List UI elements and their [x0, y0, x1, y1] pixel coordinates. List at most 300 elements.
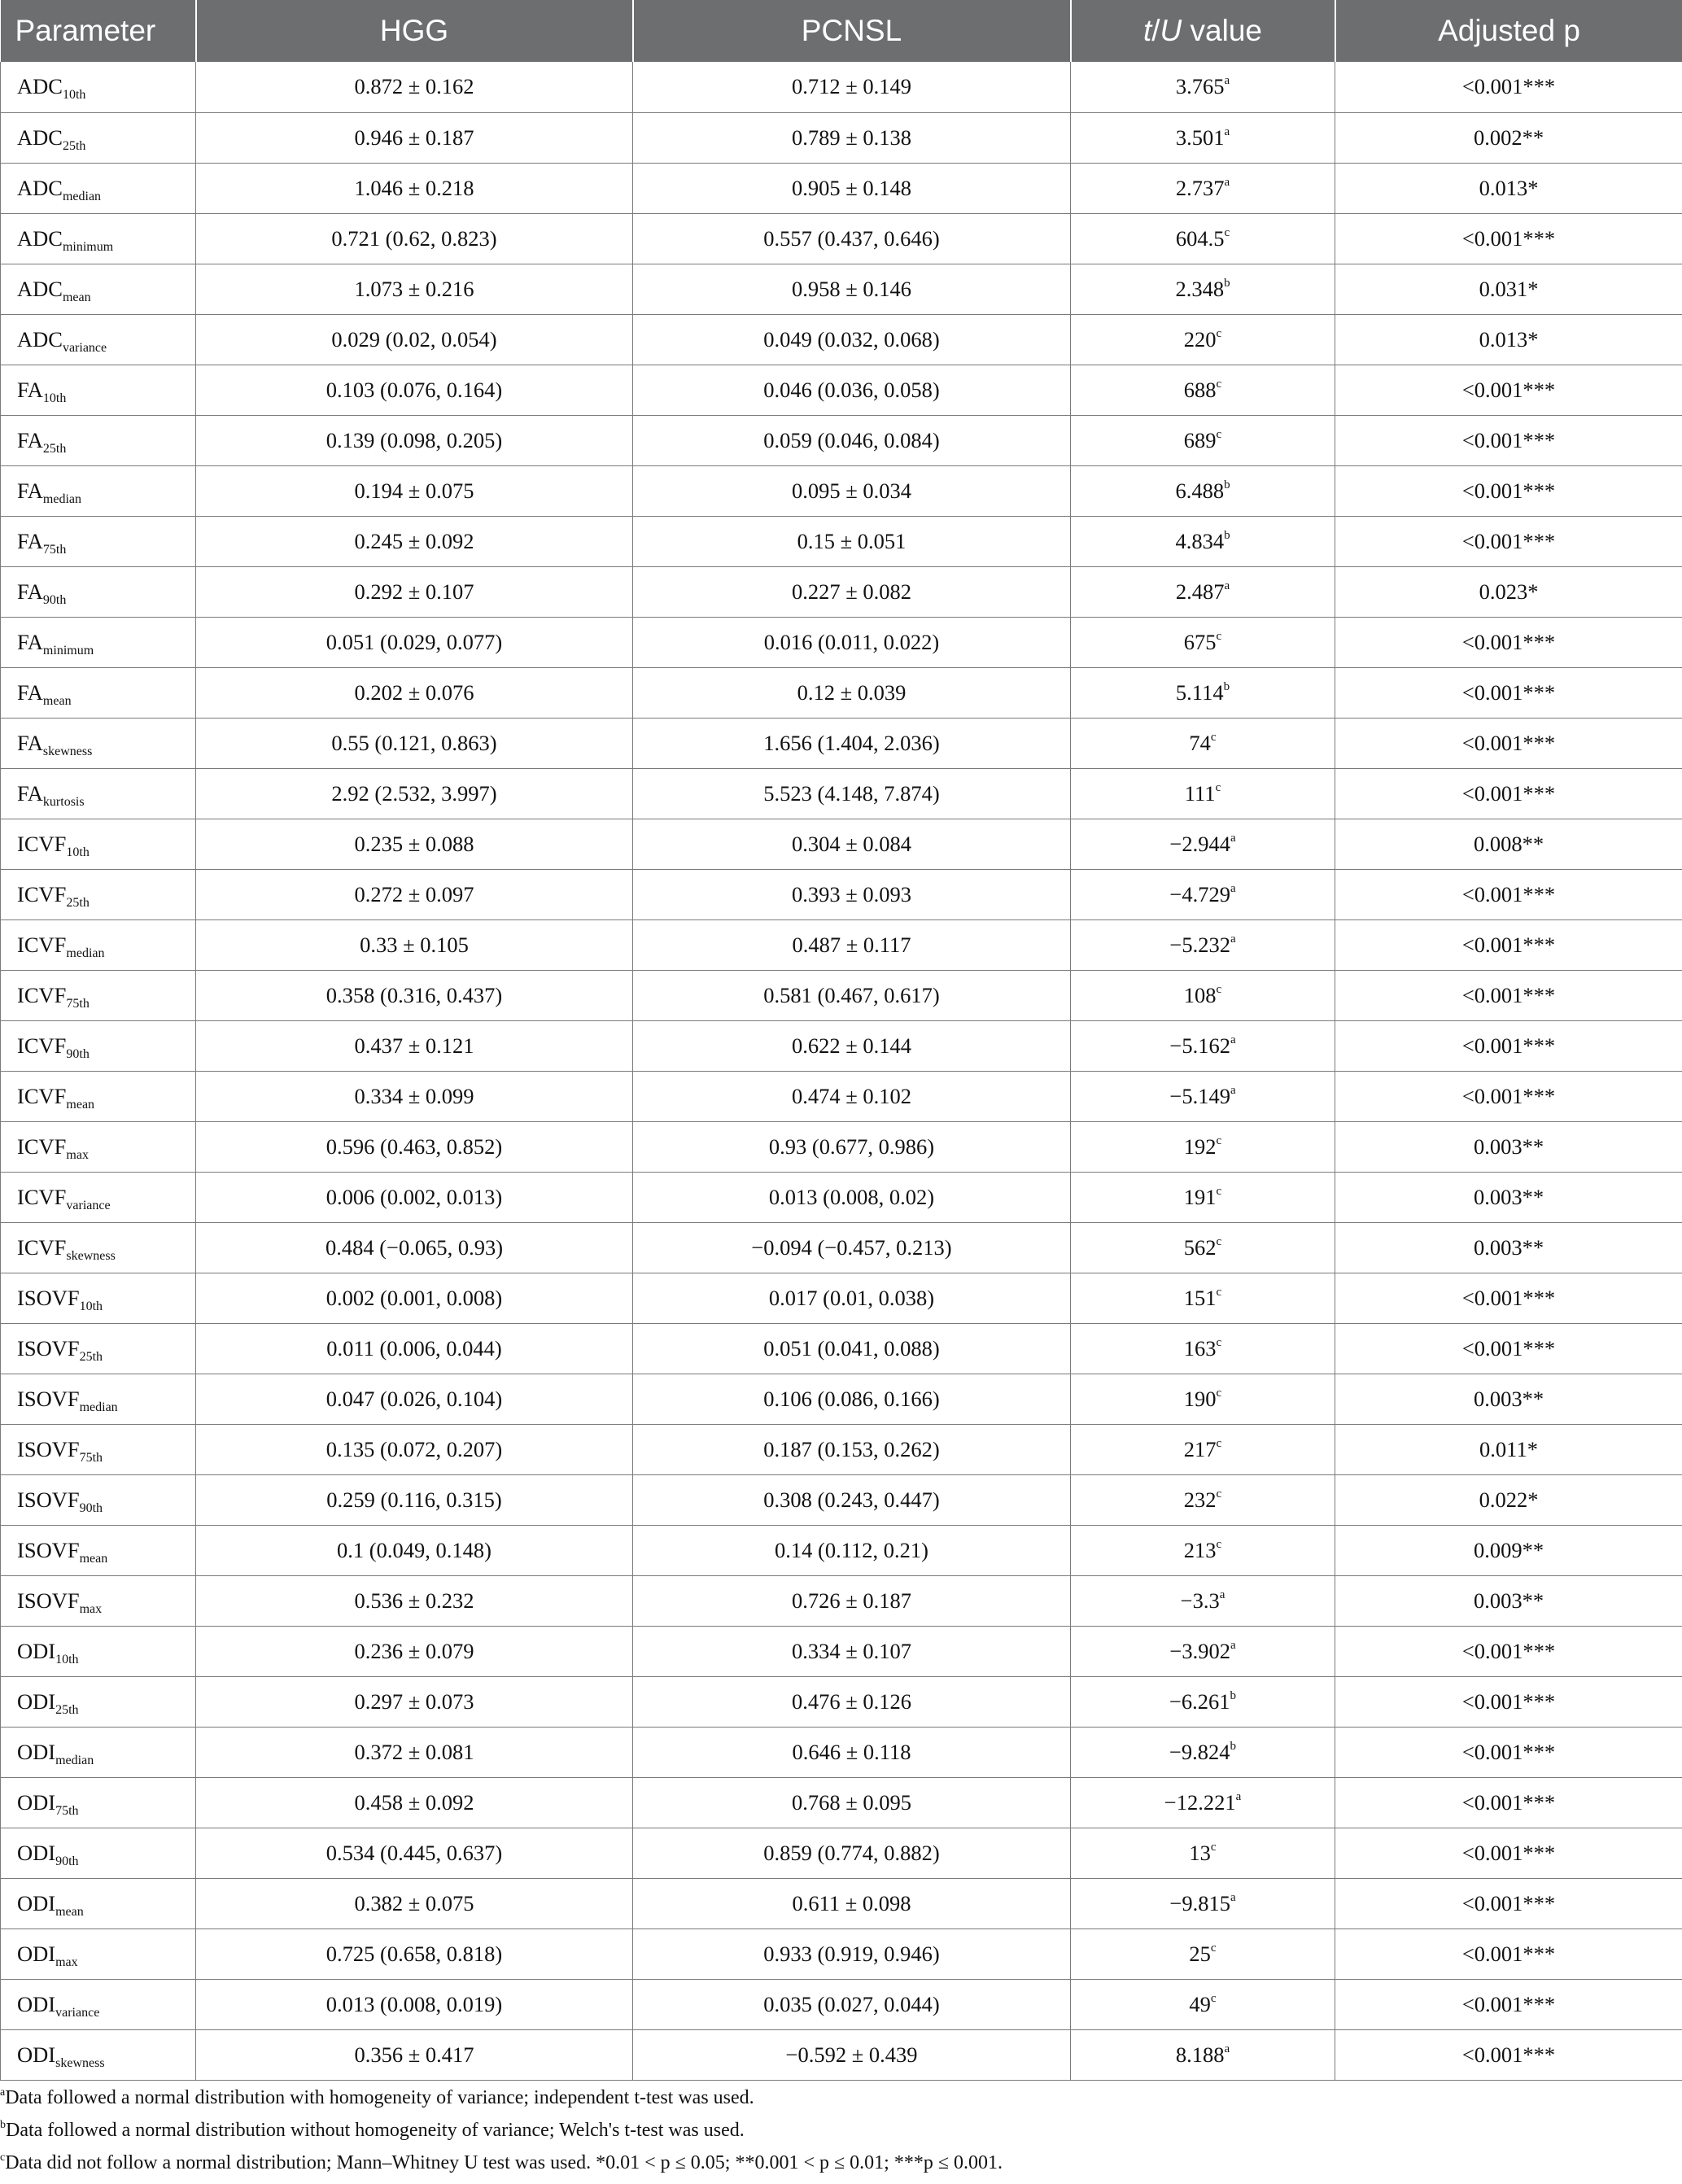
parameter-name: ODI: [17, 1739, 56, 1764]
pcnsl-cell: 0.789 ± 0.138: [633, 112, 1071, 163]
parameter-cell: [1, 1928, 196, 1979]
parameter-subscript: 25th: [55, 1702, 79, 1717]
tu-footnote-mark: c: [1216, 1133, 1222, 1147]
parameter-cell: [1, 415, 196, 465]
adjusted-p-cell: <0.001***: [1335, 62, 1682, 112]
adjusted-p-cell: <0.001***: [1335, 667, 1682, 718]
adjusted-p-cell: 0.003**: [1335, 1374, 1682, 1424]
parameter-cell: [1, 516, 196, 566]
table-row: [1, 1828, 1682, 1878]
hgg-cell: 0.011 (0.006, 0.044): [196, 1323, 633, 1374]
parameter-cell: [1, 1020, 196, 1071]
hgg-cell: 0.382 ± 0.075: [196, 1878, 633, 1928]
parameter-subscript: 75th: [42, 542, 67, 557]
pcnsl-cell: 0.227 ± 0.082: [633, 566, 1071, 617]
parameter-cell: [1, 1828, 196, 1878]
tu-value: 163: [1183, 1335, 1217, 1361]
tu-footnote-mark: a: [1230, 1083, 1236, 1097]
tu-value-cell: [1071, 516, 1335, 566]
adjusted-p-cell: 0.013*: [1335, 163, 1682, 213]
parameter-cell: [1, 1878, 196, 1928]
tu-footnote-mark: c: [1216, 326, 1222, 340]
parameter-subscript: 90th: [79, 1500, 103, 1515]
hgg-cell: 0.245 ± 0.092: [196, 516, 633, 566]
adjusted-p-cell: 0.022*: [1335, 1474, 1682, 1525]
parameter-cell: [1, 970, 196, 1020]
tu-value: 220: [1183, 326, 1217, 352]
hgg-cell: 0.1 (0.049, 0.148): [196, 1525, 633, 1575]
parameter-subscript: max: [66, 1147, 89, 1162]
parameter-name: ODI: [17, 1789, 56, 1815]
pcnsl-cell: 0.016 (0.011, 0.022): [633, 617, 1071, 667]
adjusted-p-cell: <0.001***: [1335, 1828, 1682, 1878]
tu-value: 190: [1183, 1386, 1217, 1411]
parameter-cell: [1, 919, 196, 970]
tu-footnote-mark: c: [1210, 730, 1217, 744]
parameter-subscript: median: [62, 189, 102, 203]
tu-value-cell: [1071, 970, 1335, 1020]
tu-value: 675: [1183, 629, 1217, 654]
pcnsl-cell: 0.059 (0.046, 0.084): [633, 415, 1071, 465]
table-header: [1, 0, 1682, 62]
tu-footnote-mark: c: [1216, 1234, 1222, 1248]
adjusted-p-cell: 0.003**: [1335, 1575, 1682, 1626]
table-row: [1, 163, 1682, 213]
table-row: [1, 2029, 1682, 2080]
parameter-name: ICVF: [17, 1133, 67, 1159]
adjusted-p-cell: <0.001***: [1335, 1878, 1682, 1928]
table-row: [1, 768, 1682, 819]
parameter-subscript: 25th: [42, 441, 67, 456]
parameter-subscript: median: [66, 946, 105, 960]
parameter-name: ADC: [17, 225, 63, 251]
hgg-cell: 0.051 (0.029, 0.077): [196, 617, 633, 667]
tu-footnote-mark: c: [1215, 780, 1221, 794]
tu-footnote-mark: c: [1216, 1537, 1222, 1551]
pcnsl-cell: 0.334 ± 0.107: [633, 1626, 1071, 1676]
parameter-cell: [1, 62, 196, 112]
pcnsl-cell: 0.958 ± 0.146: [633, 264, 1071, 314]
tu-footnote-mark: a: [1224, 175, 1230, 189]
hgg-cell: 0.236 ± 0.079: [196, 1626, 633, 1676]
parameter-subscript: 10th: [42, 391, 67, 405]
table-row: [1, 314, 1682, 365]
adjusted-p-cell: <0.001***: [1335, 365, 1682, 415]
tu-value: −2.944: [1169, 831, 1230, 856]
tu-footnote-mark: a: [1230, 1033, 1236, 1046]
parameter-cell: [1, 667, 196, 718]
adjusted-p-cell: <0.001***: [1335, 415, 1682, 465]
hgg-cell: 0.725 (0.658, 0.818): [196, 1928, 633, 1979]
tu-footnote-mark: b: [1223, 679, 1230, 693]
pcnsl-cell: 0.93 (0.677, 0.986): [633, 1121, 1071, 1172]
table-row: [1, 869, 1682, 919]
parameter-subscript: minimum: [62, 239, 114, 254]
pcnsl-cell: 0.859 (0.774, 0.882): [633, 1828, 1071, 1878]
parameter-cell: [1, 112, 196, 163]
parameter-cell: [1, 1777, 196, 1828]
pcnsl-cell: −0.094 (−0.457, 0.213): [633, 1222, 1071, 1273]
table-row: [1, 1777, 1682, 1828]
pcnsl-cell: 0.106 (0.086, 0.166): [633, 1374, 1071, 1424]
pcnsl-cell: 0.187 (0.153, 0.262): [633, 1424, 1071, 1474]
hgg-cell: 0.33 ± 0.105: [196, 919, 633, 970]
tu-value-cell: [1071, 1878, 1335, 1928]
adjusted-p-cell: <0.001***: [1335, 919, 1682, 970]
tu-value-cell: [1071, 869, 1335, 919]
hgg-cell: 0.946 ± 0.187: [196, 112, 633, 163]
parameter-subscript: skewness: [42, 744, 93, 758]
parameter-name: ICVF: [17, 1083, 67, 1108]
table-row: [1, 1626, 1682, 1676]
tu-value-cell: [1071, 1777, 1335, 1828]
parameter-subscript: skewness: [55, 2055, 105, 2070]
parameter-subscript: 25th: [79, 1349, 103, 1364]
parameter-cell: [1, 314, 196, 365]
parameter-cell: [1, 1323, 196, 1374]
pcnsl-cell: 0.712 ± 0.149: [633, 62, 1071, 112]
table-row: [1, 1172, 1682, 1222]
pcnsl-cell: 0.476 ± 0.126: [633, 1676, 1071, 1727]
tu-footnote-mark: c: [1210, 1991, 1217, 2005]
table-row: [1, 1878, 1682, 1928]
tu-value-cell: [1071, 1020, 1335, 1071]
header-parameter: Parameter: [1, 0, 196, 62]
header-tu-value: [1071, 0, 1335, 62]
tu-footnote-mark: b: [1224, 528, 1230, 542]
tu-value: 13: [1189, 1840, 1211, 1865]
tu-footnote-mark: c: [1216, 1436, 1222, 1450]
parameter-name: ISOVF: [17, 1487, 80, 1512]
table-row: [1, 1374, 1682, 1424]
hgg-cell: 0.047 (0.026, 0.104): [196, 1374, 633, 1424]
hgg-cell: 0.013 (0.008, 0.019): [196, 1979, 633, 2029]
parameter-name: FA: [17, 730, 43, 755]
hgg-cell: 0.356 ± 0.417: [196, 2029, 633, 2080]
parameter-cell: [1, 1676, 196, 1727]
pcnsl-cell: 0.12 ± 0.039: [633, 667, 1071, 718]
pcnsl-cell: 0.095 ± 0.034: [633, 465, 1071, 516]
header-hgg: HGG: [196, 0, 633, 62]
tu-value-cell: [1071, 768, 1335, 819]
tu-footnote-mark: c: [1224, 225, 1230, 239]
tu-value: 5.114: [1175, 679, 1224, 705]
adjusted-p-cell: <0.001***: [1335, 213, 1682, 264]
parameter-name: ODI: [17, 1991, 56, 2016]
parameter-name: ISOVF: [17, 1386, 80, 1411]
parameter-subscript: 75th: [55, 1803, 79, 1818]
pcnsl-cell: 0.308 (0.243, 0.447): [633, 1474, 1071, 1525]
hgg-cell: 0.297 ± 0.073: [196, 1676, 633, 1727]
tu-value: −12.221: [1164, 1789, 1236, 1815]
tu-footnote-mark: b: [1230, 1739, 1237, 1753]
tu-footnote-mark: a: [1230, 881, 1236, 895]
pcnsl-cell: 0.622 ± 0.144: [633, 1020, 1071, 1071]
hgg-cell: 1.073 ± 0.216: [196, 264, 633, 314]
adjusted-p-cell: <0.001***: [1335, 1323, 1682, 1374]
adjusted-p-cell: <0.001***: [1335, 1273, 1682, 1323]
hgg-cell: 0.534 (0.445, 0.637): [196, 1828, 633, 1878]
tu-value: −5.232: [1169, 932, 1230, 957]
hgg-cell: 0.029 (0.02, 0.054): [196, 314, 633, 365]
adjusted-p-cell: <0.001***: [1335, 1777, 1682, 1828]
parameter-cell: [1, 617, 196, 667]
pcnsl-cell: 0.013 (0.008, 0.02): [633, 1172, 1071, 1222]
pcnsl-cell: 0.15 ± 0.051: [633, 516, 1071, 566]
tu-footnote-mark: a: [1224, 2042, 1230, 2055]
table-row: [1, 1071, 1682, 1121]
parameter-cell: [1, 264, 196, 314]
tu-value-cell: [1071, 919, 1335, 970]
parameter-subscript: 75th: [66, 996, 90, 1011]
tu-value-cell: [1071, 566, 1335, 617]
tu-footnote-mark: c: [1216, 1285, 1222, 1299]
parameter-name: FA: [17, 579, 43, 604]
parameter-name: FA: [17, 377, 43, 402]
tu-value-cell: [1071, 1474, 1335, 1525]
tu-footnote-mark: a: [1224, 579, 1230, 592]
pcnsl-cell: 0.487 ± 0.117: [633, 919, 1071, 970]
tu-footnote-mark: a: [1230, 932, 1236, 946]
parameter-name: ADC: [17, 74, 63, 99]
table-row: [1, 1323, 1682, 1374]
pcnsl-cell: 0.557 (0.437, 0.646): [633, 213, 1071, 264]
hgg-cell: 0.202 ± 0.076: [196, 667, 633, 718]
hgg-cell: 0.372 ± 0.081: [196, 1727, 633, 1777]
adjusted-p-cell: <0.001***: [1335, 465, 1682, 516]
tu-value: −9.815: [1169, 1890, 1230, 1915]
table-row: [1, 112, 1682, 163]
table-row: [1, 1222, 1682, 1273]
tu-footnote-mark: c: [1216, 1386, 1222, 1400]
parameter-name: ADC: [17, 326, 63, 352]
parameter-name: FA: [17, 427, 43, 452]
tu-value-cell: [1071, 1172, 1335, 1222]
pcnsl-cell: 0.726 ± 0.187: [633, 1575, 1071, 1626]
table-row: [1, 62, 1682, 112]
parameter-subscript: median: [55, 1753, 94, 1767]
adjusted-p-cell: <0.001***: [1335, 768, 1682, 819]
parameter-subscript: variance: [55, 2005, 100, 2020]
header-row: [1, 0, 1682, 62]
table-row: [1, 1474, 1682, 1525]
tu-value-cell: [1071, 617, 1335, 667]
tu-value-cell: [1071, 465, 1335, 516]
parameter-subscript: skewness: [66, 1248, 116, 1263]
pcnsl-cell: 0.393 ± 0.093: [633, 869, 1071, 919]
tu-footnote-mark: c: [1210, 1941, 1217, 1955]
parameter-name: ODI: [17, 1941, 56, 1966]
table-row: [1, 415, 1682, 465]
pcnsl-cell: 0.304 ± 0.084: [633, 819, 1071, 869]
tu-value: 111: [1184, 780, 1216, 806]
tu-footnote-mark: a: [1224, 124, 1230, 138]
table-row: [1, 566, 1682, 617]
parameter-name: FA: [17, 629, 43, 654]
table-row: [1, 365, 1682, 415]
pcnsl-cell: −0.592 ± 0.439: [633, 2029, 1071, 2080]
tu-footnote-mark: a: [1219, 1588, 1225, 1601]
pcnsl-cell: 0.646 ± 0.118: [633, 1727, 1071, 1777]
adjusted-p-cell: <0.001***: [1335, 1979, 1682, 2029]
parameter-name: ODI: [17, 1890, 56, 1915]
tu-value: 2.487: [1175, 579, 1225, 604]
parameter-name: ISOVF: [17, 1588, 80, 1613]
adjusted-p-cell: <0.001***: [1335, 1928, 1682, 1979]
pcnsl-cell: 0.051 (0.041, 0.088): [633, 1323, 1071, 1374]
parameter-subscript: variance: [66, 1198, 111, 1212]
footnote-text: Data did not follow a normal distribution; Mann–Whitney U test was used. *0.01 < p ≤ 0.05; **0.001 < p ≤ 0.01; ***p ≤ 0.001.: [5, 2152, 1003, 2173]
hgg-cell: 0.103 (0.076, 0.164): [196, 365, 633, 415]
table-row: [1, 1020, 1682, 1071]
parameter-name: ADC: [17, 124, 63, 150]
tu-value: 74: [1189, 730, 1211, 755]
footnote: [0, 2114, 1682, 2147]
tu-value: 8.188: [1175, 2042, 1225, 2067]
parameter-subscript: minimum: [42, 643, 94, 657]
parameter-cell: [1, 1424, 196, 1474]
parameter-subscript: mean: [42, 693, 72, 708]
tu-value-cell: [1071, 1121, 1335, 1172]
hgg-cell: 0.139 (0.098, 0.205): [196, 415, 633, 465]
parameter-name: ODI: [17, 2042, 56, 2067]
parameter-name: ICVF: [17, 1184, 67, 1209]
header-tu-u: U: [1160, 14, 1182, 47]
adjusted-p-cell: 0.009**: [1335, 1525, 1682, 1575]
parameter-cell: [1, 163, 196, 213]
pcnsl-cell: 0.049 (0.032, 0.068): [633, 314, 1071, 365]
tu-value-cell: [1071, 1525, 1335, 1575]
parameter-subscript: max: [79, 1601, 103, 1616]
tu-value: 49: [1189, 1991, 1211, 2016]
tu-value: −5.149: [1169, 1083, 1230, 1108]
pcnsl-cell: 0.768 ± 0.095: [633, 1777, 1071, 1828]
tu-value-cell: [1071, 62, 1335, 112]
tu-footnote-mark: a: [1235, 1789, 1242, 1803]
parameter-name: ODI: [17, 1688, 56, 1714]
footnote-mark: a: [0, 2086, 6, 2099]
table-row: [1, 718, 1682, 768]
parameter-cell: [1, 1222, 196, 1273]
pcnsl-cell: 5.523 (4.148, 7.874): [633, 768, 1071, 819]
parameter-cell: [1, 1121, 196, 1172]
tu-value-cell: [1071, 1273, 1335, 1323]
hgg-cell: 0.272 ± 0.097: [196, 869, 633, 919]
tu-value-cell: [1071, 1676, 1335, 1727]
parameter-cell: [1, 869, 196, 919]
pcnsl-cell: 0.017 (0.01, 0.038): [633, 1273, 1071, 1323]
hgg-cell: 0.484 (−0.065, 0.93): [196, 1222, 633, 1273]
footnotes: [0, 2081, 1682, 2179]
header-tu-suffix: value: [1182, 14, 1263, 47]
tu-value: −6.261: [1169, 1688, 1230, 1714]
footnote-text: Data followed a normal distribution without homogeneity of variance; Welch's t-test was used.: [6, 2120, 745, 2141]
tu-value-cell: [1071, 667, 1335, 718]
hgg-cell: 0.358 (0.316, 0.437): [196, 970, 633, 1020]
adjusted-p-cell: 0.002**: [1335, 112, 1682, 163]
parameter-subscript: 90th: [42, 592, 67, 607]
parameter-name: ICVF: [17, 881, 67, 906]
tu-value-cell: [1071, 1727, 1335, 1777]
parameter-name: FA: [17, 528, 43, 553]
parameter-subscript: 75th: [79, 1450, 103, 1465]
tu-footnote-mark: a: [1224, 74, 1230, 88]
tu-value-cell: [1071, 365, 1335, 415]
tu-value: 604.5: [1175, 225, 1225, 251]
tu-value-cell: [1071, 1575, 1335, 1626]
parameter-subscript: median: [79, 1400, 118, 1414]
parameter-cell: [1, 1071, 196, 1121]
hgg-cell: 0.259 (0.116, 0.315): [196, 1474, 633, 1525]
header-tu-t: t: [1142, 14, 1152, 47]
tu-value: 689: [1183, 427, 1217, 452]
tu-value: 217: [1183, 1436, 1217, 1461]
footnote: [0, 2147, 1682, 2179]
hgg-cell: 0.235 ± 0.088: [196, 819, 633, 869]
tu-value: −9.824: [1169, 1739, 1230, 1764]
tu-value: 232: [1183, 1487, 1217, 1512]
parameter-subscript: mean: [62, 290, 91, 304]
adjusted-p-cell: 0.013*: [1335, 314, 1682, 365]
table-row: [1, 1121, 1682, 1172]
tu-value: 151: [1183, 1285, 1217, 1310]
parameter-name: ADC: [17, 175, 63, 200]
parameter-name: ISOVF: [17, 1436, 80, 1461]
parameter-cell: [1, 566, 196, 617]
table-row: [1, 1928, 1682, 1979]
hgg-cell: 0.596 (0.463, 0.852): [196, 1121, 633, 1172]
tu-value-cell: [1071, 1071, 1335, 1121]
table-row: [1, 667, 1682, 718]
pcnsl-cell: 0.14 (0.112, 0.21): [633, 1525, 1071, 1575]
hgg-cell: 0.292 ± 0.107: [196, 566, 633, 617]
tu-footnote-mark: b: [1224, 276, 1230, 290]
tu-value: 191: [1183, 1184, 1217, 1209]
adjusted-p-cell: <0.001***: [1335, 718, 1682, 768]
hgg-cell: 0.536 ± 0.232: [196, 1575, 633, 1626]
adjusted-p-cell: <0.001***: [1335, 970, 1682, 1020]
hgg-cell: 0.194 ± 0.075: [196, 465, 633, 516]
tu-value-cell: [1071, 718, 1335, 768]
tu-value-cell: [1071, 1928, 1335, 1979]
parameter-name: ICVF: [17, 982, 67, 1007]
footnote: [0, 2081, 1682, 2114]
pcnsl-cell: 0.035 (0.027, 0.044): [633, 1979, 1071, 2029]
parameter-cell: [1, 1172, 196, 1222]
footnote-text: Data followed a normal distribution with homogeneity of variance; independent t-test was used.: [5, 2087, 754, 2108]
adjusted-p-cell: <0.001***: [1335, 1020, 1682, 1071]
table-row: [1, 1575, 1682, 1626]
hgg-cell: 0.437 ± 0.121: [196, 1020, 633, 1071]
hgg-cell: 0.334 ± 0.099: [196, 1071, 633, 1121]
header-tu-slash: /: [1151, 14, 1160, 47]
tu-value-cell: [1071, 1979, 1335, 2029]
table-row: [1, 1424, 1682, 1474]
tu-value-cell: [1071, 213, 1335, 264]
parameter-subscript: 10th: [79, 1299, 103, 1313]
parameter-cell: [1, 1727, 196, 1777]
parameter-cell: [1, 465, 196, 516]
parameter-subscript: mean: [79, 1551, 108, 1566]
adjusted-p-cell: <0.001***: [1335, 1676, 1682, 1727]
tu-value-cell: [1071, 112, 1335, 163]
parameter-name: FA: [17, 478, 43, 503]
tu-value: 25: [1189, 1941, 1211, 1966]
hgg-cell: 0.458 ± 0.092: [196, 1777, 633, 1828]
hgg-cell: 0.872 ± 0.162: [196, 62, 633, 112]
adjusted-p-cell: <0.001***: [1335, 2029, 1682, 2080]
parameter-name: ISOVF: [17, 1335, 80, 1361]
